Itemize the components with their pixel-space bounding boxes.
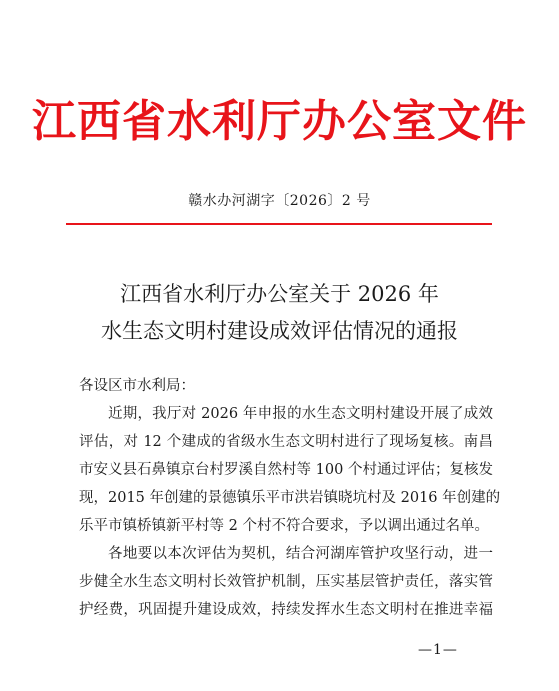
body-line-8: 护经费，巩固提升建设成效，持续发挥水生态文明村在推进幸福	[79, 602, 493, 618]
body-line-1: 近期，我厅对 2026 年申报的水生态文明村建设开展了成效	[108, 406, 493, 422]
page-number: —1—	[418, 642, 458, 658]
document-header-title: 江西省水利厅办公室文件	[32, 96, 527, 147]
body-line-2: 评估，对 12 个建成的省级水生态文明村进行了现场复核。南昌	[79, 434, 493, 450]
document-title-line-2: 水生态文明村建设成效评估情况的通报	[101, 319, 458, 343]
red-separator-line	[66, 223, 492, 225]
body-line-3: 市安义县石鼻镇京台村罗溪自然村等 100 个村通过评估；复核发	[79, 462, 493, 478]
document-title-line-1: 江西省水利厅办公室关于 2026 年	[120, 282, 439, 306]
body-line-6: 各地要以本次评估为契机，结合河湖库管护攻坚行动，进一	[108, 546, 493, 562]
body-line-7: 步健全水生态文明村长效管护机制，压实基层管护责任，落实管	[79, 574, 493, 590]
body-line-5: 乐平市镇桥镇新平村等 2 个村不符合要求，予以调出通过名单。	[79, 518, 489, 534]
document-number: 赣水办河湖字〔2026〕2 号	[188, 193, 371, 209]
recipient-line: 各设区市水利局：	[79, 378, 195, 394]
body-line-4: 现，2015 年创建的景德镇乐平市洪岩镇晓坑村及 2016 年创建的	[79, 490, 501, 506]
